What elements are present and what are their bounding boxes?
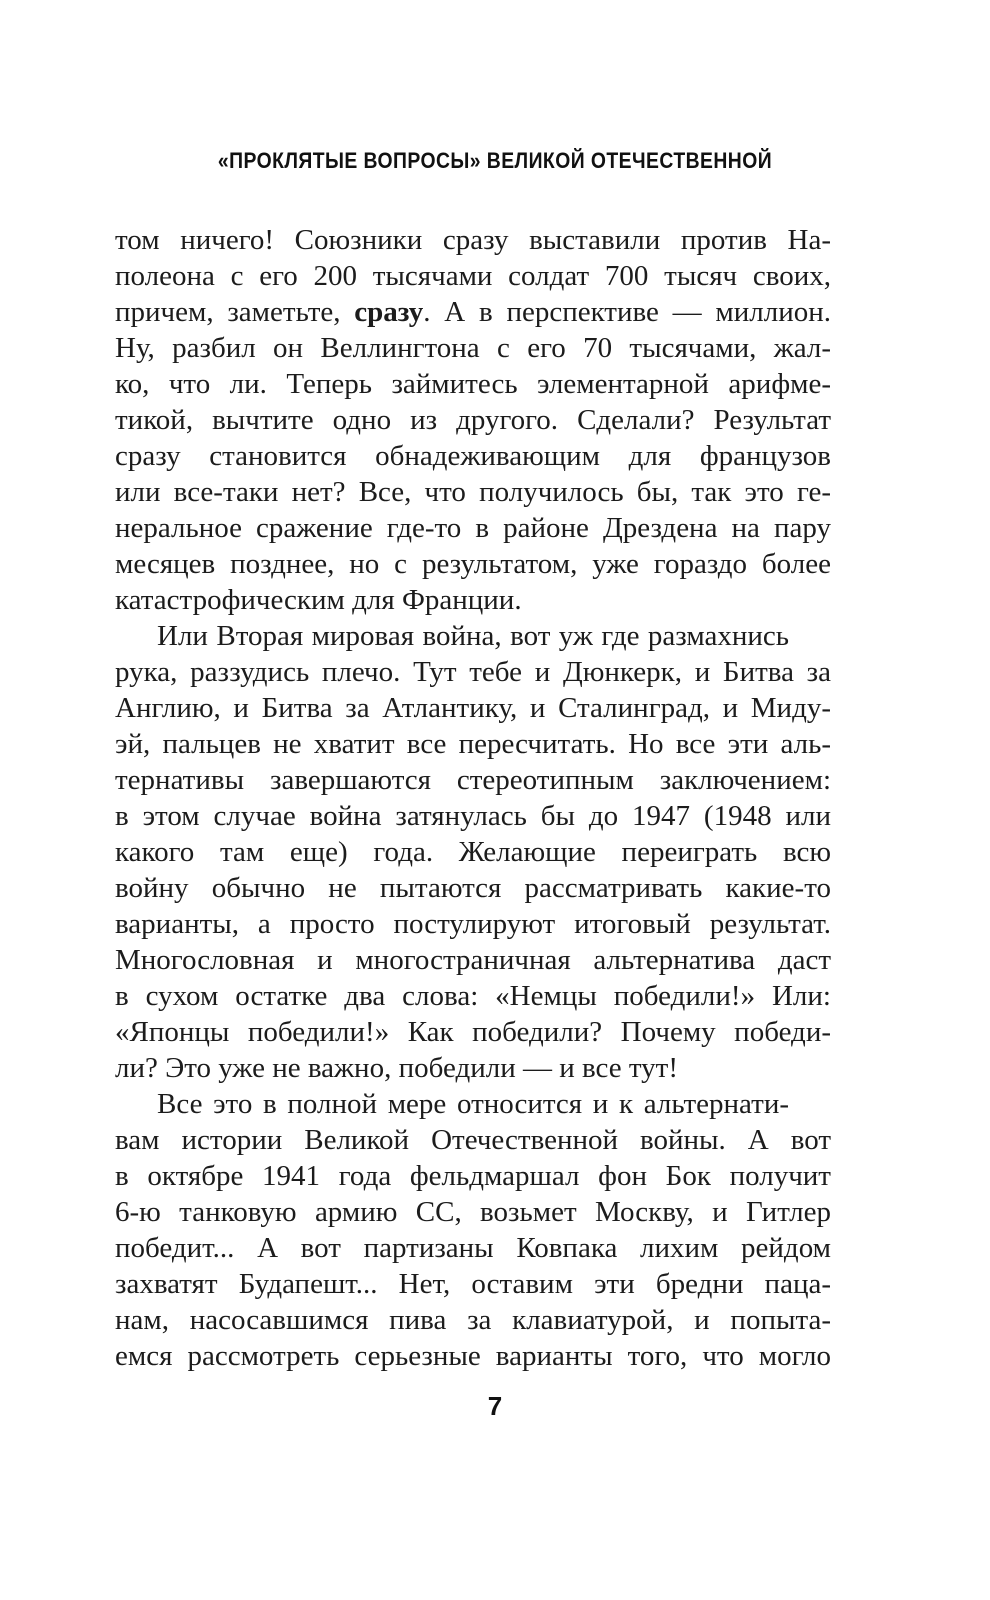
text-line: Ну, разбил он Веллингтона с его 70 тысячами, жал- [115, 332, 831, 364]
text-line: Или Вторая мировая война, вот уж где размахнись [157, 620, 789, 652]
text-line: какого там еще) года. Желающие переиграть всю [115, 836, 831, 868]
text-line: вам истории Великой Отечественной войны. А вот [115, 1124, 831, 1156]
text-line: варианты, а просто постулируют итоговый результат. [115, 908, 831, 940]
text-line: катастрофическим для Франции. [115, 584, 522, 616]
text-line: нам, насосавшимся пива за клавиатурой, и попыта- [115, 1304, 831, 1336]
page-number: 7 [487, 1391, 503, 1421]
emphasis-text: сразу [354, 296, 424, 328]
text-segment: причем, заметьте, [115, 296, 355, 328]
text-line: Все это в полной мере относится и к альтернати- [157, 1088, 789, 1120]
text-line: «Японцы победили!» Как победили? Почему победи- [115, 1016, 831, 1048]
text-line: войну обычно не пытаются рассматривать какие-то [115, 872, 831, 904]
text-line: емся рассмотреть серьезные варианты того, что могло [115, 1340, 831, 1372]
text-line: захватят Будапешт... Нет, оставим эти бредни паца- [115, 1268, 831, 1300]
text-line: том ничего! Союзники сразу выставили против На- [115, 224, 831, 256]
text-line [115, 294, 831, 330]
text-line: ко, что ли. Теперь займитесь элементарной арифме- [115, 368, 831, 400]
text-line: Многословная и многостраничная альтернатива даст [115, 944, 831, 976]
text-line: эй, пальцев не хватит все пересчитать. Но все эти аль- [115, 728, 831, 760]
body-text [115, 222, 831, 1374]
text-line: в октябре 1941 года фельдмаршал фон Бок получит [115, 1160, 831, 1192]
text-segment: . А в перспективе — миллион. [423, 296, 831, 328]
text-line: победит... А вот партизаны Ковпака лихим рейдом [115, 1232, 831, 1264]
text-line: в сухом остатке два слова: «Немцы победили!» Или: [115, 980, 831, 1012]
text-line: тикой, вычтите одно из другого. Сделали? Результат [115, 404, 831, 436]
text-line: 6-ю танковую армию СС, возьмет Москву, и Гитлер [115, 1196, 831, 1228]
text-line: или все-таки нет? Все, что получилось бы, так это ге- [115, 476, 831, 508]
text-line: сразу становится обнадеживающим для французов [115, 440, 831, 472]
text-line: полеона с его 200 тысячами солдат 700 тысяч своих, [115, 260, 831, 292]
text-line: тернативы завершаются стереотипным заключением: [115, 764, 831, 796]
text-line: Англию, и Битва за Атлантику, и Сталинград, и Миду- [115, 692, 831, 724]
text-line: месяцев позднее, но с результатом, уже гораздо более [115, 548, 831, 580]
text-line: рука, раззудись плечо. Тут тебе и Дюнкерк, и Битва за [115, 656, 831, 688]
text-line: неральное сражение где-то в районе Дрездена на пару [115, 512, 831, 544]
running-head: «ПРОКЛЯТЫЕ ВОПРОСЫ» ВЕЛИКОЙ ОТЕЧЕСТВЕННОЙ [217, 148, 773, 173]
text-line: в этом случае война затянулась бы до 1947 (1948 или [115, 800, 831, 832]
text-line: ли? Это уже не важно, победили — и все тут! [115, 1052, 678, 1084]
